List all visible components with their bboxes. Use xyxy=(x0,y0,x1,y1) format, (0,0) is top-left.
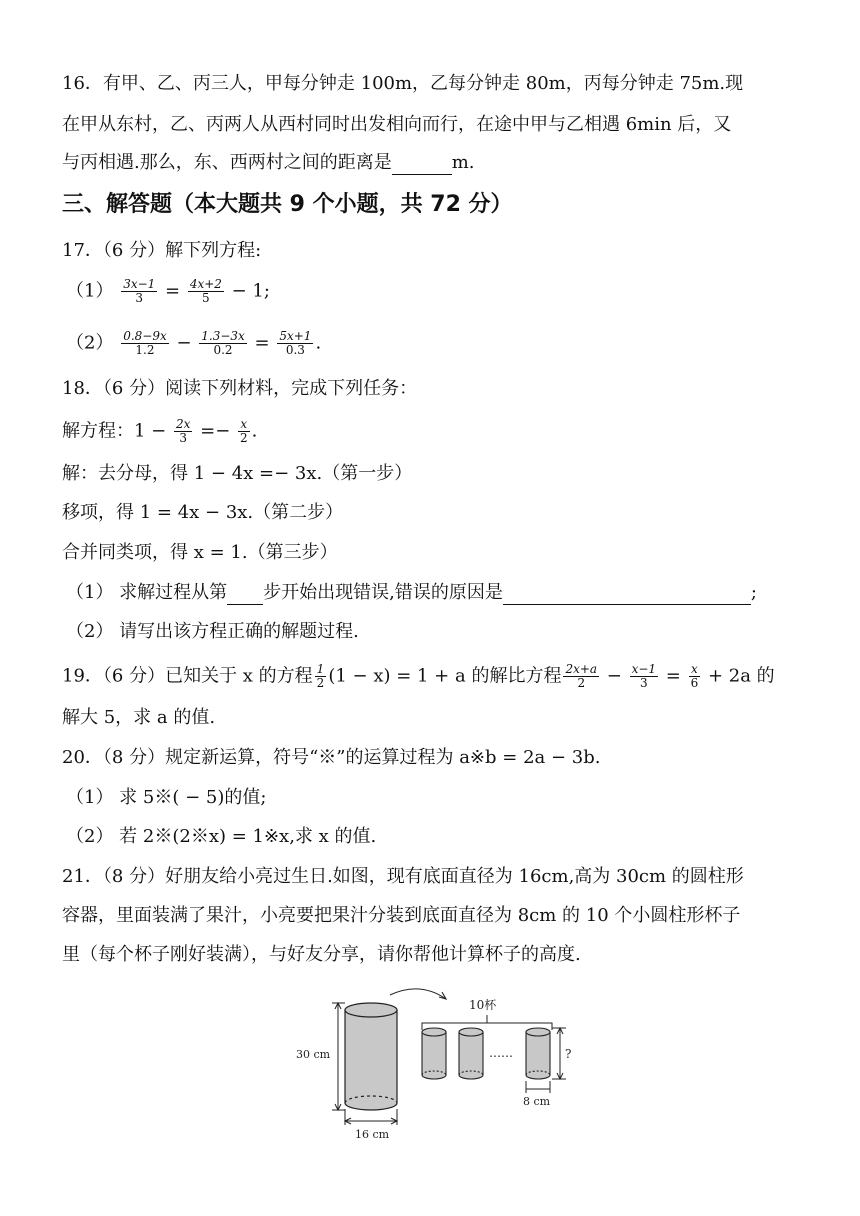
big-cylinder-body xyxy=(345,1010,397,1110)
numerator: 0.8−9x xyxy=(123,329,167,343)
small-diameter-dimension xyxy=(526,1081,550,1093)
fraction xyxy=(121,330,169,357)
q20-part-2: （2） 若 2※(2※x) = 1※x,求 x 的值. xyxy=(66,826,377,847)
cylinder-figure xyxy=(290,985,590,1145)
equals-sign: = xyxy=(159,280,186,302)
q19-line-1 xyxy=(62,663,775,690)
q16-unit: m. xyxy=(451,152,475,173)
fraction xyxy=(121,278,157,305)
denominator: 5 xyxy=(202,291,210,305)
q21-line-1: 21．（8 分）好朋友给小亮过生日.如图，现有底面直径为 16cm,高为 30cm 的圆柱形 xyxy=(62,866,744,887)
cups-bracket xyxy=(422,1015,552,1030)
q18-task-1-end: ; xyxy=(750,582,757,603)
equals-sign: = xyxy=(660,665,687,687)
big-diameter-label: 16 cm xyxy=(355,1128,390,1141)
denominator: 6 xyxy=(690,676,699,690)
ellipsis-dots: …… xyxy=(489,1046,513,1060)
pour-arrow xyxy=(390,989,446,999)
q17-part-1 xyxy=(66,278,270,305)
cup-height-dimension xyxy=(552,1028,566,1079)
q18-task-2: （2） 请写出该方程正确的解题过程. xyxy=(66,621,359,642)
numerator: x−1 xyxy=(631,662,657,676)
q18-task-1-text: （1） 求解过程从第 xyxy=(66,582,228,603)
fraction xyxy=(563,663,599,690)
big-cylinder-top xyxy=(345,1003,397,1017)
q20-part-1: （1） 求 5※( − 5)的值; xyxy=(66,787,267,808)
expression-tail: . xyxy=(251,420,258,442)
answer-blank[interactable] xyxy=(503,586,751,605)
cups-count-label: 10杯 xyxy=(469,998,497,1012)
q20-stem: 20．（8 分）规定新运算，符号“※”的运算过程为 a※b = 2a − 3b. xyxy=(62,747,601,768)
fraction xyxy=(277,330,313,357)
numerator: 5x+1 xyxy=(279,329,312,343)
q16-line-2: 在甲从东村，乙、丙两人从西村同时出发相向而行，在途中甲与乙相遇 6min 后，又 xyxy=(62,114,732,135)
denominator: 2 xyxy=(240,431,248,445)
expression-tail: − 1; xyxy=(225,280,270,302)
denominator: 1.2 xyxy=(135,343,155,357)
answer-blank[interactable] xyxy=(227,586,263,605)
q18-step-3: 合并同类项，得 x = 1.（第三步） xyxy=(62,542,338,563)
q18-task-1 xyxy=(66,581,757,605)
small-cup xyxy=(459,1028,483,1079)
numerator: 1.3−3x xyxy=(201,329,245,343)
fraction xyxy=(315,663,327,690)
numerator: 3x−1 xyxy=(123,277,156,291)
fraction xyxy=(174,418,192,445)
denominator: 2 xyxy=(316,676,325,690)
big-diameter-dimension xyxy=(345,1109,397,1125)
section-3-heading: 三、解答题（本大题共 9 个小题，共 72 分） xyxy=(62,192,513,217)
equals-sign: = xyxy=(248,332,276,354)
unknown-height-label: ? xyxy=(565,1047,572,1061)
denominator: 0.3 xyxy=(285,343,305,357)
q18-step-2: 移项，得 1 = 4x − 3x.（第二步） xyxy=(62,502,344,523)
q18-task-1-text-2: 步开始出现错误,错误的原因是 xyxy=(263,582,503,603)
q21-line-2: 容器，里面装满了果汁，小亮要把果汁分装到底面直径为 8cm 的 10 个小圆柱形杯子 xyxy=(62,905,741,926)
fraction xyxy=(630,663,658,690)
q17-part-1-label: （1） xyxy=(66,280,114,302)
height-dimension xyxy=(332,1003,345,1110)
answer-blank[interactable] xyxy=(392,156,452,175)
denominator: 2 xyxy=(577,676,586,690)
numerator: x xyxy=(689,663,701,677)
q19-text: 19．（6 分）已知关于 x 的方程 xyxy=(62,665,313,687)
q16-line-3 xyxy=(62,151,475,175)
height-label: 30 cm xyxy=(296,1048,331,1061)
fraction xyxy=(689,663,701,690)
denominator: 3 xyxy=(640,676,648,690)
q16-line-3-text: 与丙相遇.那么，东、西两村之间的距离是 xyxy=(62,152,392,173)
small-cup xyxy=(422,1028,446,1079)
fraction xyxy=(199,330,247,357)
q19-text-2: (1 − x) = 1 + a 的解比方程 xyxy=(328,665,562,687)
q18-equation xyxy=(62,418,257,445)
q18-stem: 18．（6 分）阅读下列材料，完成下列任务： xyxy=(62,378,418,399)
q19-line-2: 解大 5，求 a 的值. xyxy=(62,707,216,728)
q17-stem: 17．（6 分）解下列方程: xyxy=(62,240,262,261)
numerator: 4x+2 xyxy=(189,277,222,291)
fraction xyxy=(238,418,250,445)
equation-label: 解方程：1 − xyxy=(62,420,172,442)
numerator: x xyxy=(238,418,250,432)
q16-line-1: 16．有甲、乙、丙三人，甲每分钟走 100m，乙每分钟走 80m，丙每分钟走 75m.现 xyxy=(62,73,744,94)
denominator: 0.2 xyxy=(213,343,233,357)
numerator: 2x xyxy=(175,417,191,431)
small-cup xyxy=(526,1028,550,1079)
denominator: 3 xyxy=(135,291,144,305)
expression-tail: . xyxy=(315,332,322,354)
q19-text-3: + 2a 的 xyxy=(702,665,775,687)
minus-sign: − xyxy=(170,332,198,354)
numerator: 1 xyxy=(316,662,325,676)
denominator: 3 xyxy=(179,431,187,445)
numerator: 2x+a xyxy=(565,662,598,676)
q21-line-3: 里（每个杯子刚好装满），与好友分享，请你帮他计算杯子的高度. xyxy=(62,944,581,965)
q18-step-1: 解：去分母，得 1 − 4x =− 3x.（第一步） xyxy=(62,463,413,484)
equals-sign: =− xyxy=(194,420,236,442)
q17-part-2 xyxy=(66,330,321,357)
big-cylinder xyxy=(345,1003,397,1110)
minus-sign: − xyxy=(601,665,628,687)
small-diameter-label: 8 cm xyxy=(523,1095,551,1108)
fraction xyxy=(188,278,224,305)
q17-part-2-label: （2） xyxy=(66,332,114,354)
